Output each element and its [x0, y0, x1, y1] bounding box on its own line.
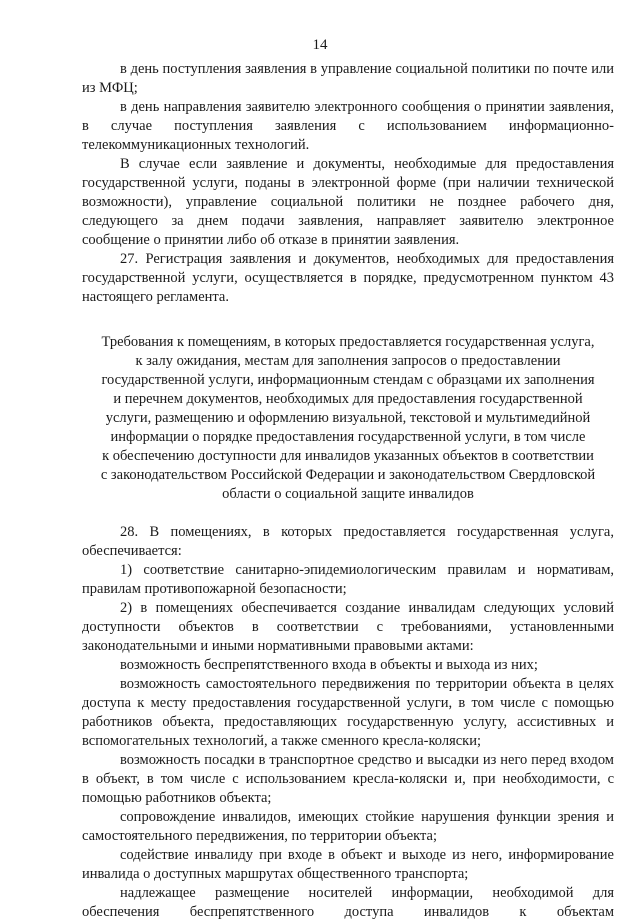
paragraph: 2) в помещениях обеспечивается создание инвалидам следующих условий доступности объектов в соответствии с требованиями, установленными законодательными и иными нормативными правовыми актами: [82, 600, 614, 654]
paragraph: В случае если заявление и документы, необходимые для предоставления государственной услуги, поданы в электронной форме (при наличии технической возможности), управление социальной политики не позднее рабочего дня, следующего за днем подачи заявления, направляет заявителю электронное сообщение о принятии либо об отказе в принятии заявления. [82, 156, 614, 248]
heading-line: с законодательством Российской Федерации и законодательством Свердловской [100, 467, 596, 483]
heading-line: Требования к помещениям, в которых предоставляется государственная услуга, [101, 334, 595, 350]
section-28 [82, 523, 614, 922]
paragraph: 1) соответствие санитарно-эпидемиологическим правилам и нормативам, правилам противопожарной безопасности; [82, 562, 614, 597]
page-number: 14 [312, 37, 328, 53]
paragraph: возможность беспрепятственного входа в объекты и выхода из них; [120, 657, 538, 673]
heading-line: услуги, размещению и оформлению визуальной, текстовой и мультимедийной [105, 410, 591, 426]
paragraph: содействие инвалиду при входе в объект и выходе из него, информирование инвалида о доступных маршрутах общественного транспорта; [82, 847, 614, 882]
document-body [82, 60, 614, 922]
paragraph-item-28: 28. В помещениях, в которых предоставляется государственная услуга, обеспечивается: [82, 524, 614, 559]
section-heading [82, 333, 614, 504]
heading-line: к залу ожидания, местам для заполнения запросов о предоставлении [135, 353, 561, 369]
paragraph: возможность посадки в транспортное средство и высадки из него перед входом в объект, в том числе с использованием кресла-коляски и, при необходимости, с помощью работников объекта; [82, 752, 614, 806]
paragraph: возможность самостоятельного передвижения по территории объекта в целях доступа к месту предоставления государственной услуги, в том числе с помощью работников объекта, предоставляющих государственную услугу, ассистивных и вспомогательных технологий, а также сменного кресла-коляски; [82, 676, 614, 749]
heading-line: информации о порядке предоставления государственной услуги, в том числе [110, 429, 586, 445]
heading-line: государственной услуги, информационным стендам с образцами их заполнения [101, 372, 595, 388]
paragraph: в день направления заявителю электронного сообщения о принятии заявления, в случае поступления заявления с использованием информационно-телекоммуникационных технологий. [82, 99, 614, 153]
paragraph-item-27: 27. Регистрация заявления и документов, необходимых для предоставления государственной услуги, осуществляется в порядке, предусмотренном пунктом 43 настоящего регламента. [82, 251, 614, 305]
heading-line: и перечнем документов, необходимых для предоставления государственной [113, 391, 583, 407]
paragraph: в день поступления заявления в управление социальной политики по почте или из МФЦ; [82, 61, 614, 96]
paragraph: сопровождение инвалидов, имеющих стойкие нарушения функции зрения и самостоятельного передвижения, по территории объекта; [82, 809, 614, 844]
paragraph: надлежащее размещение носителей информации, необходимой для обеспечения беспрепятственного доступа инвалидов к объектам [82, 885, 614, 920]
heading-line: к обеспечению доступности для инвалидов указанных объектов в соответствии [102, 448, 594, 464]
heading-line: области о социальной защите инвалидов [222, 486, 474, 502]
